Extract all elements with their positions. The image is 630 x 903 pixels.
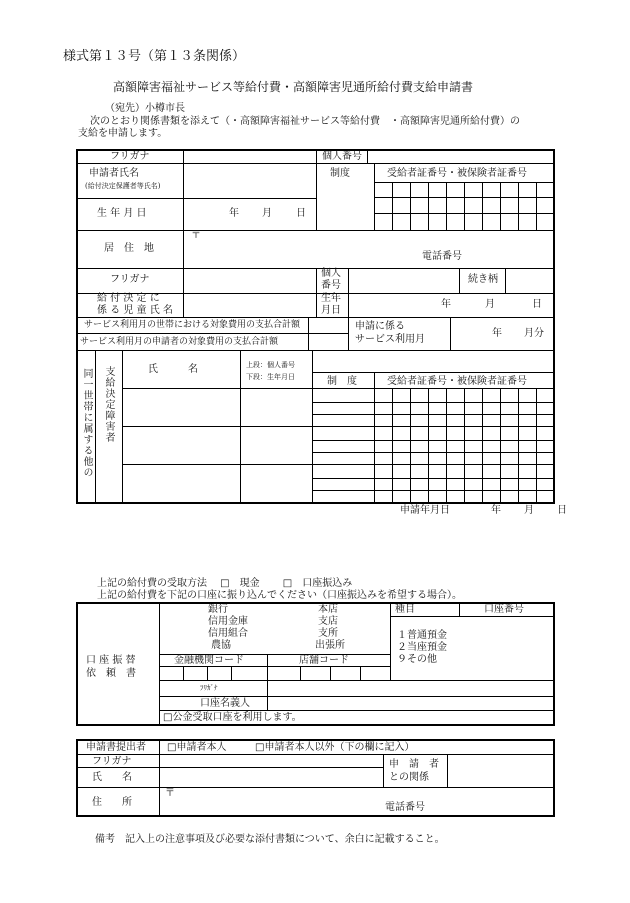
household-vertical-outer: 同一世帯に属する他の — [81, 368, 92, 478]
public-account-checkbox[interactable]: □公金受取口座を利用します。 — [163, 712, 302, 723]
submitter-furigana-label: フリガナ — [92, 756, 132, 767]
submitter-relation-label-2: との関係 — [389, 772, 429, 783]
account-type-1: １普通預金 — [397, 630, 447, 641]
account-type-2: ２当座預金 — [397, 642, 447, 653]
applicant-name-sublabel: (給付決定保護者等氏名) — [85, 182, 161, 190]
office-option-label: 出張所 — [315, 640, 345, 651]
holder-furigana-label: ﾌﾘｶﾞﾅ — [200, 684, 218, 692]
submitter-label: 申請書提出者 — [86, 742, 146, 753]
residence-postal-mark: 〒 — [191, 230, 201, 241]
child-individual-number-label-1: 個人 — [321, 268, 341, 279]
submitter-self-checkbox[interactable]: □申請者本人 — [167, 742, 227, 753]
household-system-label: 制 度 — [327, 376, 357, 387]
application-date-label: 申請年月日 — [400, 505, 450, 516]
household-name-label: 氏 名 — [148, 364, 198, 375]
applicant-system-label: 制度 — [330, 168, 350, 179]
service-month-label-1: 申請に係る — [355, 321, 405, 332]
remarks-note: 備考 記入上の注意事項及び必要な添付書類について、余白に記載すること。 — [95, 834, 445, 845]
service-month-suffix: 月分 — [524, 328, 544, 339]
service-year: 年 — [492, 328, 502, 339]
intro-line-2: 支給を申請します。 — [78, 128, 168, 139]
applicant-furigana-label: フリガナ — [110, 151, 150, 162]
submitter-postal-mark: 〒 — [165, 788, 175, 799]
submitter-phone-label: 電話番号 — [385, 802, 425, 813]
household-cert-number-label: 受給者証番号・被保険者証番号 — [387, 376, 527, 387]
child-birth-month: 月 — [485, 299, 495, 310]
child-birth-day: 日 — [532, 299, 542, 310]
transfer-request-label-1: 口 座 振 替 — [86, 655, 136, 666]
applicant-individual-number-label: 個人番号 — [322, 151, 362, 162]
account-type-9: ９その他 — [397, 654, 437, 665]
submitter-relation-label-1: 申 請 者 — [389, 759, 439, 770]
submitter-address-label: 住 所 — [92, 797, 132, 808]
applicant-birth-month: 月 — [262, 208, 272, 219]
payment-transfer-line: 上記の給付費を下記の口座に振り込んでください（口座振込みを希望する場合）。 — [97, 590, 462, 601]
applicant-total-label: サービス利用月の申請者の対象費用の支払合計額 — [80, 337, 279, 347]
transfer-request-label-2: 依 頼 書 — [86, 668, 136, 679]
residence-phone-label: 電話番号 — [422, 251, 462, 262]
addressee: （宛先）小樽市長 — [105, 103, 185, 114]
service-month-label-2: サービス利用月 — [355, 334, 425, 345]
branch-option-label: 支店 — [318, 616, 338, 627]
household-vertical-inner: 支給決定障害者 — [103, 366, 114, 443]
child-individual-number-label-2: 番号 — [321, 280, 341, 291]
household-total-label: サービス利用月の世帯における対象費用の支払合計額 — [84, 320, 301, 330]
applicant-cert-number-label: 受給者証番号・被保険者証番号 — [387, 168, 527, 179]
child-name-label-2: 係 る 児 童 氏 名 — [97, 305, 173, 316]
child-name-label-1: 給 付 決 定 に — [97, 293, 160, 304]
child-birth-year: 年 — [441, 299, 451, 310]
bank-option-label: 銀行 — [208, 604, 228, 615]
form-title: 高額障害福祉サービス等給付費・高額障害児通所給付費支給申請書 — [113, 80, 474, 94]
application-year: 年 — [491, 505, 501, 516]
child-furigana-label: フリガナ — [110, 274, 150, 285]
application-day: 日 — [557, 505, 567, 516]
account-type-label: 種目 — [395, 604, 415, 615]
residence-label: 居 住 地 — [104, 243, 154, 254]
form-number: 様式第１３号（第１３条関係） — [63, 49, 246, 64]
submitter-name-label: 氏 名 — [92, 772, 132, 783]
nokyo-option-label: 農協 — [211, 640, 231, 651]
intro-line-1: 次のとおり関係書類を添えて（・高額障害福祉サービス等給付費 ・高額障害児通所給付費）の — [90, 116, 520, 127]
applicant-birth-year: 年 — [229, 208, 239, 219]
sub-branch-option-label: 支所 — [318, 628, 338, 639]
applicant-birth-day: 日 — [296, 208, 306, 219]
payment-method-line: 上記の給付費の受取方法 □ 現金 □ 口座振込み — [97, 578, 353, 589]
account-holder-label: 口座名義人 — [200, 698, 250, 709]
main-branch-option-label: 本店 — [318, 604, 338, 615]
child-birth-label-2: 月日 — [321, 305, 341, 316]
bank-code-label: 金融機関コード — [174, 655, 244, 666]
household-upper-label: 上段：個人番号 — [246, 361, 295, 369]
applicant-birthdate-label: 生 年 月 日 — [97, 208, 147, 219]
account-number-label: 口座番号 — [484, 604, 524, 615]
kumiai-option-label: 信用組合 — [208, 628, 248, 639]
branch-code-label: 店舗コード — [299, 655, 349, 666]
shinkin-option-label: 信用金庫 — [208, 616, 248, 627]
household-lower-label: 下段：生年月日 — [246, 373, 295, 381]
child-birth-label-1: 生年 — [321, 293, 341, 304]
submitter-other-checkbox[interactable]: □申請者本人以外（下の欄に記入） — [255, 742, 415, 753]
child-relationship-label: 続き柄 — [468, 274, 498, 285]
application-month: 月 — [524, 505, 534, 516]
applicant-name-label: 申請者氏名 — [89, 168, 139, 179]
